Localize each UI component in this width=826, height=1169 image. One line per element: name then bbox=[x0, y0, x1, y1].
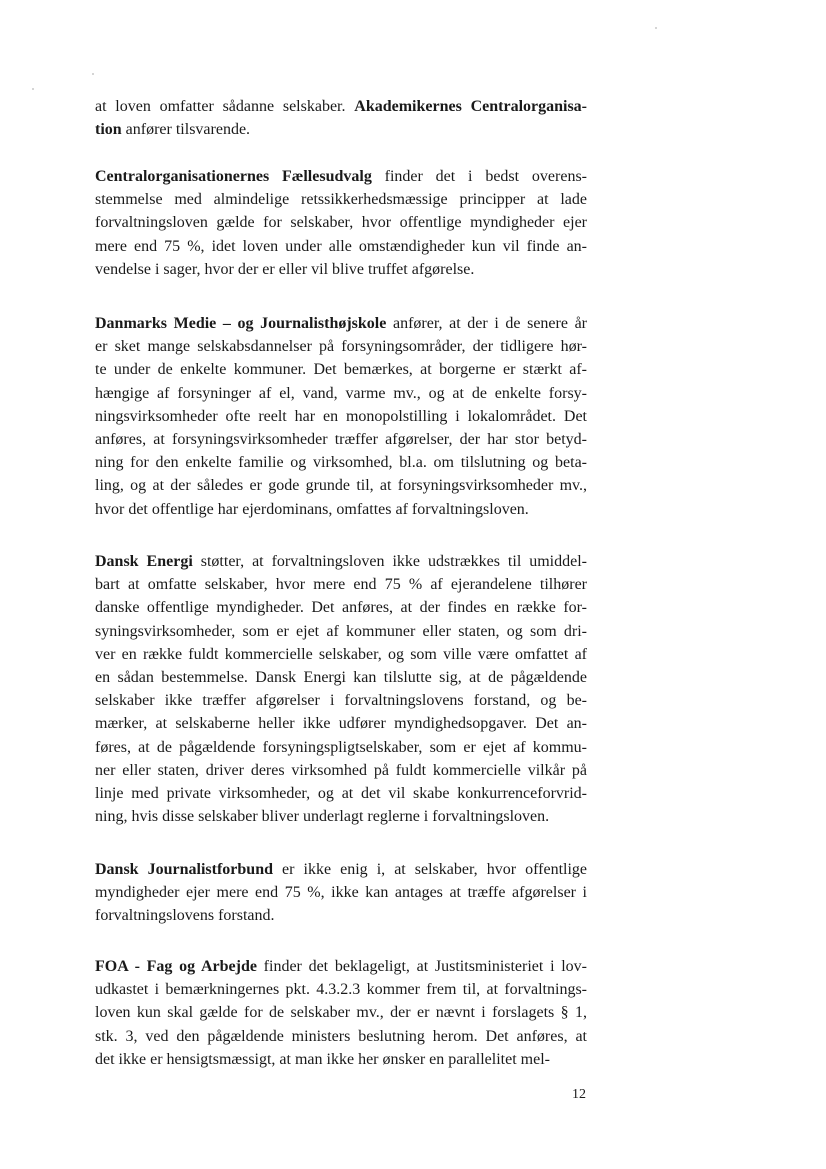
bold-organisation-name: Danmarks Medie – og Journalisthøjskole bbox=[95, 315, 387, 332]
text-segment: hængige af forsyninger af el, vand, varme mv., og at de enkelte forsy- bbox=[95, 384, 587, 402]
text-line bbox=[95, 782, 587, 805]
text-segment: at loven omfatter sådanne selskaber. bbox=[95, 98, 355, 115]
text-segment: støtter, at forvaltningsloven ikke udstrækkes til umiddel- bbox=[192, 553, 588, 570]
text-segment: bart at omfatte selskaber, hvor mere end 75 % af ejerandelene tilhører bbox=[95, 576, 587, 594]
bold-organisation-name: Akademikernes Centralorganisa- bbox=[354, 98, 588, 115]
text-line bbox=[95, 805, 587, 828]
paragraph bbox=[95, 95, 587, 141]
text-line bbox=[95, 978, 587, 1001]
text-line bbox=[95, 736, 587, 759]
text-segment: er ikke enig i, at selskaber, hvor offentlige bbox=[273, 861, 588, 878]
text-segment: danske offentlige myndigheder. Det anføres, at der findes en række for- bbox=[95, 599, 587, 617]
text-segment: finder det beklageligt, at Justitsministeriet i lov- bbox=[256, 958, 588, 975]
paragraph bbox=[95, 312, 587, 521]
text-line bbox=[95, 258, 587, 281]
text-segment: forvaltningsloven gælde for selskaber, hvor offentlige myndigheder ejer bbox=[95, 214, 587, 232]
paragraph bbox=[95, 955, 587, 1071]
text-segment: myndigheder ejer mere end 75 %, ikke kan antages at træffe afgørelser i bbox=[95, 884, 587, 902]
text-segment: mere end 75 %, idet loven under alle omstændigheder kun vil finde an- bbox=[95, 237, 587, 255]
bold-organisation-name: Dansk Journalistforbund bbox=[95, 861, 273, 878]
text-line bbox=[95, 405, 587, 428]
text-line bbox=[95, 904, 587, 927]
text-line bbox=[95, 689, 587, 712]
bold-organisation-name: Centralorganisationernes Fællesudvalg bbox=[95, 168, 372, 185]
paragraph bbox=[95, 550, 587, 828]
page-number: 12 bbox=[572, 1087, 586, 1102]
scan-speck bbox=[32, 88, 34, 90]
text-line bbox=[95, 335, 587, 358]
text-line bbox=[95, 573, 587, 596]
text-line bbox=[95, 759, 587, 782]
text-line bbox=[95, 881, 587, 904]
text-segment: hvor det offentlige har ejerdominans, omfattes af forvaltningsloven. bbox=[95, 500, 529, 518]
text-line bbox=[95, 428, 587, 451]
text-line bbox=[95, 712, 587, 735]
text-segment: finder det i bedst overens- bbox=[371, 168, 587, 185]
text-segment: syningsvirksomheder, som er ejet af kommuner eller staten, og som dri- bbox=[95, 622, 587, 640]
text-line bbox=[95, 382, 587, 405]
text-segment: ningsvirksomheder ofte reelt har en monopolstilling i lokalområdet. Det bbox=[95, 407, 587, 425]
text-line bbox=[95, 312, 587, 335]
text-line bbox=[95, 620, 587, 643]
text-segment: anfører, at der i de senere år bbox=[386, 315, 588, 332]
text-segment: føres, at de pågældende forsyningspligtselskaber, som er ejet af kommu- bbox=[95, 738, 587, 756]
text-line bbox=[95, 474, 587, 497]
text-segment: ling, og at der således er gode grunde til, at forsyningsvirksomheder mv., bbox=[95, 477, 587, 495]
text-segment: linje med private virksomheder, og at det vil skabe konkurrenceforvrid- bbox=[95, 784, 587, 802]
text-segment: stk. 3, ved den pågældende ministers beslutning herom. Det anføres, at bbox=[95, 1027, 587, 1045]
text-segment: udkastet i bemærkningernes pkt. 4.3.2.3 kommer frem til, at forvaltnings- bbox=[95, 981, 587, 999]
bold-organisation-name: Dansk Energi bbox=[95, 553, 193, 570]
text-line bbox=[95, 358, 587, 381]
text-segment: en sådan bestemmelse. Dansk Energi kan tilslutte sig, at de pågældende bbox=[95, 668, 587, 686]
text-line bbox=[95, 451, 587, 474]
scan-speck bbox=[92, 73, 94, 75]
paragraph bbox=[95, 165, 587, 281]
text-segment: forvaltningslovens forstand. bbox=[95, 907, 275, 925]
text-line bbox=[95, 643, 587, 666]
text-line bbox=[95, 165, 587, 188]
text-line bbox=[95, 550, 587, 573]
text-line bbox=[95, 666, 587, 689]
text-segment: anfører tilsvarende. bbox=[121, 121, 251, 139]
text-segment: ver en række fuldt kommercielle selskaber, og som ville være omfattet af bbox=[95, 645, 587, 663]
text-segment: selskaber ikke træffer afgørelser i forvaltningslovens forstand, og be- bbox=[95, 692, 587, 710]
scan-speck bbox=[655, 27, 657, 29]
text-segment: te under de enkelte kommuner. Det bemærkes, at borgerne er stærkt af- bbox=[95, 361, 587, 379]
bold-organisation-name: tion bbox=[95, 121, 122, 139]
text-line bbox=[95, 211, 587, 234]
text-line bbox=[95, 1001, 587, 1024]
text-line bbox=[95, 188, 587, 211]
paragraph bbox=[95, 858, 587, 928]
text-segment: stemmelse med almindelige retssikkerhedsmæssige principper at lade bbox=[95, 191, 587, 209]
text-segment: ning for den enkelte familie og virksomhed, bl.a. om tilslutning og beta- bbox=[95, 454, 587, 472]
text-line bbox=[95, 955, 587, 978]
text-segment: ner eller staten, driver deres virksomhed på fuldt kommercielle vilkår på bbox=[95, 761, 587, 779]
text-line bbox=[95, 1048, 587, 1071]
text-segment: anføres, at forsyningsvirksomheder træffer afgørelser, der har stor betyd- bbox=[95, 430, 587, 448]
text-line bbox=[95, 118, 587, 141]
text-segment: vendelse i sager, hvor der er eller vil blive truffet afgørelse. bbox=[95, 260, 475, 278]
text-line bbox=[95, 498, 587, 521]
text-line bbox=[95, 858, 587, 881]
text-segment: mærker, at selskaberne heller ikke udfører myndighedsopgaver. Det an- bbox=[95, 715, 587, 733]
text-segment: det ikke er hensigtsmæssigt, at man ikke her ønsker en parallelitet mel- bbox=[95, 1050, 550, 1068]
text-segment: loven kun skal gælde for de selskaber mv., der er nævnt i forslagets § 1, bbox=[95, 1004, 587, 1022]
text-line bbox=[95, 235, 587, 258]
bold-organisation-name: FOA - Fag og Arbejde bbox=[95, 958, 257, 975]
text-segment: er sket mange selskabsdannelser på forsyningsområder, der tidligere hør- bbox=[95, 338, 587, 356]
text-line bbox=[95, 596, 587, 619]
text-line bbox=[95, 95, 587, 118]
text-line bbox=[95, 1025, 587, 1048]
text-segment: ning, hvis disse selskaber bliver underlagt reglerne i forvaltningsloven. bbox=[95, 808, 550, 826]
